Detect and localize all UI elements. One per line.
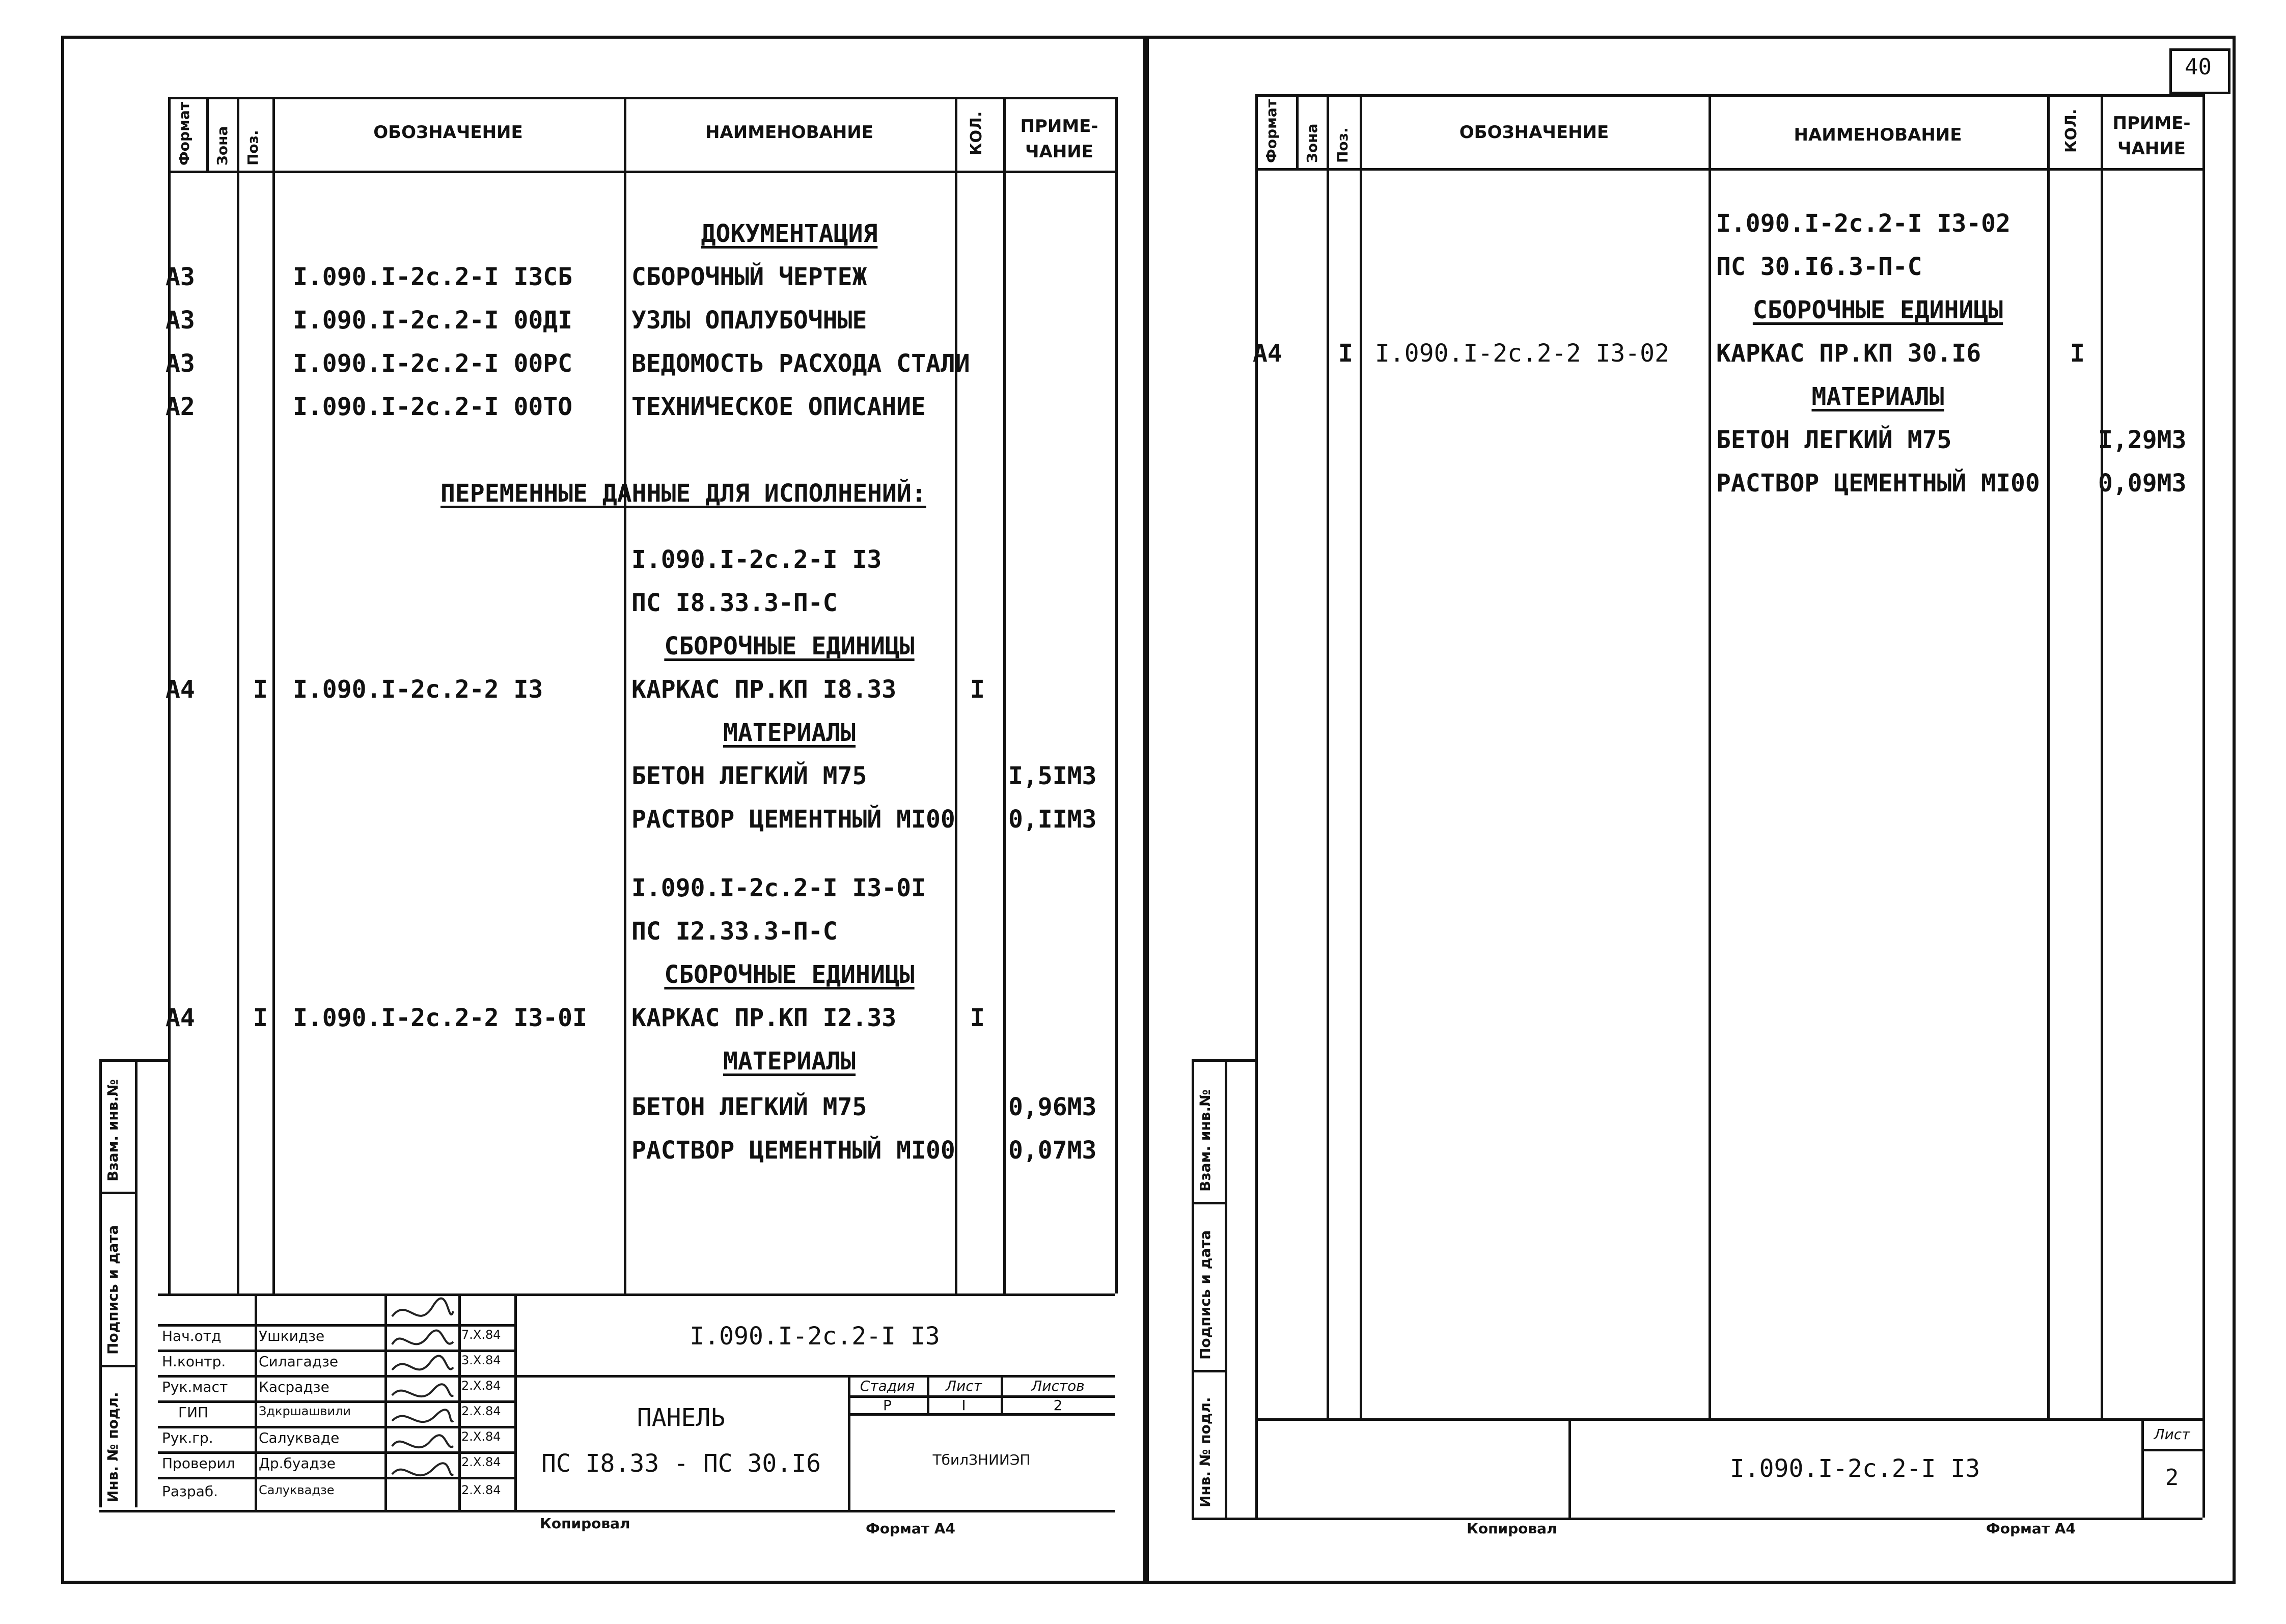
tb-role-2: Н.контр. bbox=[162, 1353, 226, 1370]
left-hdr-note1: ПРИМЕ- bbox=[1020, 116, 1098, 136]
right-col-note bbox=[2047, 94, 2050, 1418]
var1-units-header: СБОРОЧНЫЕ ЕДИНИЦЫ bbox=[664, 632, 915, 660]
tb-row-4 bbox=[158, 1400, 514, 1403]
left-side-strip-sep1 bbox=[99, 1192, 135, 1194]
tb-name-2: Силагадзе bbox=[259, 1353, 339, 1370]
right-footer-format: Формат А4 bbox=[1986, 1520, 2076, 1537]
var2-unit-name: КАРКАС ПР.КП I2.33 bbox=[631, 1004, 897, 1032]
var2-qty: I bbox=[970, 1004, 985, 1032]
var3-units-header: СБОРОЧНЫЕ ЕДИНИЦЫ bbox=[1752, 296, 2003, 324]
doc-row-3-format: А3 bbox=[166, 349, 195, 378]
right-col-pos bbox=[1327, 94, 1329, 1418]
var3-pos: I bbox=[1338, 339, 1353, 368]
right-hdr-designation: ОБОЗНАЧЕНИЕ bbox=[1459, 122, 1609, 143]
right-side-strip-left bbox=[1192, 1059, 1194, 1518]
right-side-sign-date: Подпись и дата bbox=[1197, 1230, 1214, 1360]
tb-date-7: 2.Х.84 bbox=[461, 1483, 501, 1497]
right-header-top bbox=[1255, 94, 2202, 97]
right-side-strip-sep1 bbox=[1192, 1202, 1225, 1204]
tb-date-5: 2.Х.84 bbox=[461, 1429, 501, 1444]
var2-mat2-note: 0,07М3 bbox=[1008, 1136, 1097, 1165]
right-hdr-format: Формат bbox=[1263, 99, 1280, 163]
page-number: 40 bbox=[2185, 54, 2212, 80]
tb-date-1: 7.X.84 bbox=[461, 1328, 501, 1342]
tb-role-5: Рук.гр. bbox=[162, 1429, 213, 1446]
left-side-inv: Инв. № подл. bbox=[104, 1392, 121, 1502]
tb-bottom bbox=[99, 1510, 1115, 1512]
tb-role-4: ГИП bbox=[178, 1404, 209, 1421]
right-frame-inner-left bbox=[1255, 94, 1258, 1518]
var2-designation: I.090.I-2c.2-2 I3-0I bbox=[293, 1004, 587, 1032]
right-side-strip-sep2 bbox=[1192, 1370, 1225, 1372]
left-side-replace: Взам. инв.№ bbox=[104, 1079, 121, 1181]
var1-qty: I bbox=[970, 675, 985, 704]
left-footer-copied: Копировал bbox=[540, 1515, 630, 1532]
var3-unit-name: КАРКАС ПР.КП 30.I6 bbox=[1716, 339, 1981, 368]
var1-mat1-note: I,5IМ3 bbox=[1008, 762, 1097, 790]
var1-format: А4 bbox=[166, 675, 195, 704]
right-header-bottom bbox=[1255, 168, 2202, 171]
tb-role-6: Проверил bbox=[162, 1455, 235, 1472]
doc-row-4-format: А2 bbox=[166, 393, 195, 421]
doc-row-2-name: УЗЛЫ ОПАЛУБОЧНЫЕ bbox=[631, 306, 867, 335]
tb-row-5 bbox=[158, 1426, 514, 1428]
tb-org: ТбилЗНИИЭП bbox=[932, 1451, 1031, 1468]
left-side-strip-left bbox=[99, 1059, 102, 1507]
tb-name-1: Ушкидзе bbox=[259, 1328, 325, 1344]
right-stamp-top bbox=[1255, 1418, 2202, 1421]
right-frame-inner-right bbox=[2202, 94, 2205, 1518]
right-footer-copied: Копировал bbox=[1467, 1520, 1557, 1537]
right-hdr-zone: Зона bbox=[1304, 123, 1320, 163]
tb-product-line2: ПС I8.33 - ПС 30.I6 bbox=[541, 1449, 821, 1478]
var2-format: А4 bbox=[166, 1004, 195, 1032]
left-hdr-designation: ОБОЗНАЧЕНИЕ bbox=[373, 122, 523, 143]
right-hdr-name: НАИМЕНОВАНИЕ bbox=[1794, 125, 1962, 145]
doc-row-2-designation: I.090.I-2c.2-I 00ДI bbox=[293, 306, 573, 335]
var2-mat2-name: РАСТВОР ЦЕМЕНТНЫЙ МI00 bbox=[631, 1136, 955, 1165]
tb-date-3: 2.Х.84 bbox=[461, 1379, 501, 1393]
left-header-top bbox=[168, 97, 1115, 99]
tb-product-line1: ПАНЕЛЬ bbox=[637, 1403, 726, 1432]
var1-unit-name: КАРКАС ПР.КП I8.33 bbox=[631, 675, 897, 704]
tb-sheet: I bbox=[961, 1397, 966, 1414]
var2-units-header: СБОРОЧНЫЕ ЕДИНИЦЫ bbox=[664, 960, 915, 989]
tb-row-2 bbox=[158, 1350, 514, 1352]
left-hdr-format: Формат bbox=[176, 101, 192, 166]
tb-sheets: 2 bbox=[1053, 1397, 1063, 1414]
var1-code1: I.090.I-2c.2-I I3 bbox=[631, 545, 882, 574]
var3-mat1-name: БЕТОН ЛЕГКИЙ М75 bbox=[1716, 426, 1952, 454]
left-col-name bbox=[272, 97, 275, 1293]
var2-code2: ПС I2.33.3-П-С bbox=[631, 917, 838, 946]
tb-top bbox=[158, 1293, 1115, 1296]
right-sheet-label: Лист bbox=[2154, 1426, 2190, 1443]
right-side-replace: Взам. инв.№ bbox=[1197, 1089, 1214, 1192]
tb-date-4: 2.Х.84 bbox=[461, 1404, 501, 1418]
left-hdr-pos: Поз. bbox=[244, 130, 261, 166]
right-side-strip-top bbox=[1192, 1059, 1255, 1062]
tb-doc-code: I.090.I-2c.2-I I3 bbox=[690, 1322, 940, 1351]
signature-scribbles bbox=[387, 1296, 458, 1510]
left-hdr-zone: Зона bbox=[214, 126, 231, 166]
left-col-qty bbox=[624, 97, 626, 1293]
var1-code2: ПС I8.33.3-П-С bbox=[631, 589, 838, 617]
var3-qty: I bbox=[2070, 339, 2085, 368]
right-col-zone bbox=[1296, 94, 1299, 168]
left-col-zone bbox=[206, 97, 209, 171]
var3-code2: ПС 30.I6.3-П-С bbox=[1716, 253, 1922, 281]
var1-mat2-note: 0,IIМ3 bbox=[1008, 805, 1097, 834]
tb-name-4: Здкршашвили bbox=[259, 1404, 351, 1418]
left-col-pos bbox=[237, 97, 239, 1293]
var3-code1: I.090.I-2c.2-I I3-02 bbox=[1716, 209, 2010, 238]
var1-pos: I bbox=[253, 675, 268, 704]
tb-role-3: Рук.маст bbox=[162, 1379, 228, 1395]
left-side-strip-top bbox=[99, 1059, 168, 1062]
left-side-sign-date: Подпись и дата bbox=[104, 1225, 121, 1355]
var2-code1: I.090.I-2c.2-I I3-0I bbox=[631, 874, 926, 902]
var3-designation: I.090.I-2c.2-2 I3-02 bbox=[1375, 339, 1669, 368]
doc-row-1-designation: I.090.I-2c.2-I I3СБ bbox=[293, 263, 573, 291]
tb-row-1 bbox=[158, 1324, 514, 1327]
tb-name-5: Салукваде bbox=[259, 1429, 340, 1446]
var2-materials-header: МАТЕРИАЛЫ bbox=[723, 1047, 856, 1076]
tb-stage-label: Стадия bbox=[860, 1378, 915, 1394]
right-col-note2 bbox=[2101, 94, 2103, 1418]
doc-row-1-name: СБОРОЧНЫЙ ЧЕРТЕЖ bbox=[631, 263, 867, 291]
doc-row-1-format: А3 bbox=[166, 263, 195, 291]
var2-mat1-note: 0,96М3 bbox=[1008, 1093, 1097, 1121]
left-hdr-name: НАИМЕНОВАНИЕ bbox=[705, 122, 873, 143]
right-col-name bbox=[1360, 94, 1362, 1418]
right-hdr-qty: КОЛ. bbox=[2062, 108, 2080, 153]
var1-designation: I.090.I-2c.2-2 I3 bbox=[293, 675, 543, 704]
right-hdr-note1: ПРИМЕ- bbox=[2112, 113, 2191, 133]
left-side-strip-mid bbox=[135, 1059, 137, 1507]
left-hdr-note2: ЧАНИЕ bbox=[1025, 142, 1093, 162]
tb-row-6 bbox=[158, 1451, 514, 1454]
right-doc-code: I.090.I-2c.2-I I3 bbox=[1729, 1454, 1980, 1483]
left-col-note2 bbox=[1003, 97, 1006, 1293]
right-hdr-pos: Поз. bbox=[1334, 127, 1351, 163]
var1-mat2-name: РАСТВОР ЦЕМЕНТНЫЙ МI00 bbox=[631, 805, 955, 834]
left-frame-inner-right bbox=[1115, 97, 1118, 1293]
var3-mat2-note: 0,09М3 bbox=[2098, 469, 2187, 498]
right-sheet-number: 2 bbox=[2165, 1465, 2179, 1491]
tb-date-2: 3.Х.84 bbox=[461, 1353, 501, 1367]
left-section-documentation: ДОКУМЕНТАЦИЯ bbox=[701, 219, 878, 248]
left-hdr-qty: КОЛ. bbox=[968, 111, 985, 155]
left-section-variable-data: ПЕРЕМЕННЫЕ ДАННЫЕ ДЛЯ ИСПОЛНЕНИЙ: bbox=[440, 479, 926, 508]
doc-row-2-format: А3 bbox=[166, 306, 195, 335]
tb-name-7: Салуквадзе bbox=[259, 1483, 335, 1497]
left-col-note bbox=[955, 97, 957, 1293]
tb-stage: Р bbox=[883, 1397, 892, 1414]
var1-materials-header: МАТЕРИАЛЫ bbox=[723, 719, 856, 747]
left-footer-format: Формат А4 bbox=[866, 1520, 955, 1537]
doc-row-3-name: ВЕДОМОСТЬ РАСХОДА СТАЛИ bbox=[631, 349, 970, 378]
right-sheet bbox=[1146, 36, 2236, 1584]
tb-role-7: Разраб. bbox=[162, 1483, 218, 1500]
left-side-strip-sep2 bbox=[99, 1365, 135, 1367]
var3-format: А4 bbox=[1253, 339, 1282, 368]
right-stamp-sheet-sep bbox=[2141, 1449, 2202, 1451]
var3-mat1-note: I,29М3 bbox=[2098, 426, 2187, 454]
tb-role-1: Нач.отд bbox=[162, 1328, 222, 1344]
var1-mat1-name: БЕТОН ЛЕГКИЙ М75 bbox=[631, 762, 867, 790]
tb-name-3: Касрадзе bbox=[259, 1379, 329, 1395]
right-side-strip-mid bbox=[1225, 1059, 1227, 1518]
right-hdr-note2: ЧАНИЕ bbox=[2117, 139, 2186, 159]
tb-date-6: 2.Х.84 bbox=[461, 1455, 501, 1469]
tb-name-6: Др.буадзе bbox=[259, 1455, 336, 1472]
right-side-inv: Инв. № подл. bbox=[1197, 1397, 1214, 1507]
var3-materials-header: МАТЕРИАЛЫ bbox=[1811, 382, 1944, 411]
tb-row-3 bbox=[158, 1375, 514, 1378]
tb-sheet-label: Лист bbox=[946, 1378, 982, 1394]
right-col-qty bbox=[1709, 94, 1711, 1418]
tb-row-7 bbox=[158, 1477, 514, 1479]
var2-pos: I bbox=[253, 1004, 268, 1032]
doc-row-3-designation: I.090.I-2c.2-I 00РС bbox=[293, 349, 573, 378]
doc-row-4-name: ТЕХНИЧЕСКОЕ ОПИСАНИЕ bbox=[631, 393, 926, 421]
doc-row-4-designation: I.090.I-2c.2-I 00ТО bbox=[293, 393, 573, 421]
tb-sheets-label: Листов bbox=[1031, 1378, 1085, 1394]
left-header-bottom bbox=[168, 171, 1115, 173]
var2-mat1-name: БЕТОН ЛЕГКИЙ М75 bbox=[631, 1093, 867, 1121]
var3-mat2-name: РАСТВОР ЦЕМЕНТНЫЙ МI00 bbox=[1716, 469, 2040, 498]
